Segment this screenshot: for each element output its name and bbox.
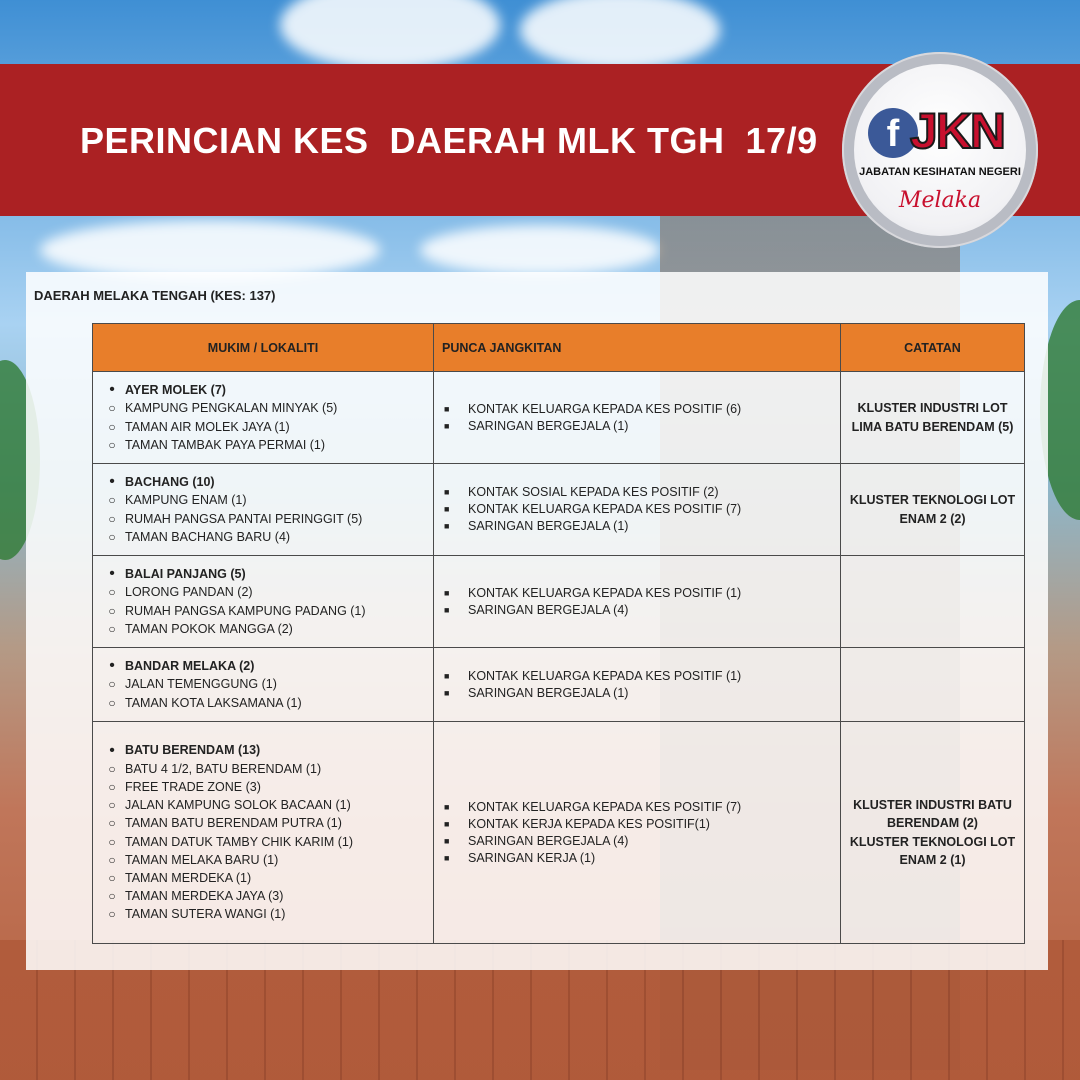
source-cell <box>434 464 841 556</box>
source-item <box>440 484 834 501</box>
column-header-punca: PUNCA JANGKITAN <box>434 324 841 372</box>
source-text: SARINGAN BERGEJALA (4) <box>468 602 629 617</box>
circle-bullet-icon: ○ <box>108 761 116 776</box>
square-bullet-icon: ■ <box>444 587 450 598</box>
mukim-name: AYER MOLEK (7) <box>125 383 226 398</box>
source-text: SARINGAN BERGEJALA (1) <box>468 418 629 433</box>
locality-name: TAMAN POKOK MANGGA (2) <box>125 621 293 636</box>
note-line: KLUSTER INDUSTRI BATU <box>853 797 1012 812</box>
square-bullet-icon: ■ <box>444 403 450 414</box>
locality-item <box>99 418 427 436</box>
note-cell <box>841 722 1025 944</box>
locality-item <box>99 436 427 454</box>
square-bullet-icon: ■ <box>444 420 450 431</box>
source-item <box>440 401 834 418</box>
locality-cell <box>93 464 434 556</box>
mukim-name: BANDAR MELAKA (2) <box>125 659 255 674</box>
locality-item <box>99 760 427 778</box>
square-bullet-icon: ■ <box>444 521 450 531</box>
source-item <box>440 816 834 833</box>
square-bullet-icon: ■ <box>444 504 450 514</box>
case-table <box>92 323 1025 944</box>
source-item <box>440 418 834 435</box>
locality-name: TAMAN KOTA LAKSAMANA (1) <box>125 695 302 710</box>
circle-bullet-icon: ○ <box>108 870 116 885</box>
facebook-icon: f <box>868 108 918 158</box>
locality-item <box>99 528 427 546</box>
locality-item <box>99 814 427 832</box>
source-text: KONTAK KELUARGA KEPADA KES POSITIF (7) <box>468 502 742 516</box>
table-row <box>93 556 1025 648</box>
locality-name: RUMAH PANGSA PANTAI PERINGGIT (5) <box>125 511 363 526</box>
note-line: KLUSTER TEKNOLOGI LOT <box>849 493 1016 507</box>
table-row <box>93 464 1025 556</box>
source-item <box>440 850 834 867</box>
locality-name: FREE TRADE ZONE (3) <box>125 779 261 794</box>
source-item <box>440 501 834 518</box>
column-header-mukim: MUKIM / LOKALITI <box>93 324 434 372</box>
locality-item <box>99 796 427 814</box>
circle-bullet-icon: ○ <box>108 816 116 831</box>
note-cell <box>841 648 1025 722</box>
source-text: KONTAK KELUARGA KEPADA KES POSITIF (1) <box>468 668 742 683</box>
bullet-icon: • <box>109 565 115 583</box>
source-cell <box>434 648 841 722</box>
square-bullet-icon: ■ <box>444 852 450 863</box>
circle-bullet-icon: ○ <box>108 798 116 813</box>
square-bullet-icon: ■ <box>444 604 450 615</box>
locality-item <box>99 491 427 509</box>
jkn-logo <box>842 52 1038 248</box>
source-item <box>440 833 834 850</box>
circle-bullet-icon: ○ <box>108 603 116 618</box>
background-cloud <box>40 220 380 280</box>
locality-item <box>99 887 427 905</box>
bullet-icon: • <box>109 657 115 675</box>
note-line: BERENDAM (2) <box>887 816 978 830</box>
locality-name: TAMAN SUTERA WANGI (1) <box>125 907 286 922</box>
source-text: SARINGAN BERGEJALA (4) <box>468 833 629 848</box>
source-text: SARINGAN BERGEJALA (1) <box>468 519 629 533</box>
note-line: ENAM 2 (1) <box>899 853 966 867</box>
source-item <box>440 602 834 619</box>
source-text: SARINGAN BERGEJALA (1) <box>468 685 629 700</box>
circle-bullet-icon: ○ <box>108 779 116 794</box>
locality-item <box>99 510 427 528</box>
source-item <box>440 668 834 685</box>
locality-cell <box>93 648 434 722</box>
locality-name: JALAN KAMPUNG SOLOK BACAAN (1) <box>125 798 351 813</box>
mukim-name: BATU BERENDAM (13) <box>125 743 261 758</box>
source-text: KONTAK KELUARGA KEPADA KES POSITIF (7) <box>468 799 742 814</box>
square-bullet-icon: ■ <box>444 487 450 497</box>
circle-bullet-icon: ○ <box>108 511 116 526</box>
locality-name: RUMAH PANGSA KAMPUNG PADANG (1) <box>125 603 366 618</box>
locality-cell <box>93 372 434 464</box>
circle-bullet-icon: ○ <box>108 852 116 867</box>
locality-name: TAMAN MERDEKA JAYA (3) <box>125 889 284 904</box>
logo-badge <box>854 64 1026 236</box>
logo-script: Melaka <box>898 188 982 213</box>
circle-bullet-icon: ○ <box>108 695 116 710</box>
locality-item <box>99 833 427 851</box>
circle-bullet-icon: ○ <box>108 907 116 922</box>
background-cloud <box>420 225 660 275</box>
table-row <box>93 722 1025 944</box>
locality-name: LORONG PANDAN (2) <box>125 585 253 600</box>
circle-bullet-icon: ○ <box>108 585 116 600</box>
circle-bullet-icon: ○ <box>108 419 116 434</box>
note-line: ENAM 2 (2) <box>899 511 966 526</box>
table-header-row <box>93 324 1025 372</box>
locality-item <box>99 905 427 923</box>
locality-item <box>99 620 427 638</box>
source-item <box>440 799 834 816</box>
source-item <box>440 685 834 702</box>
mukim-name: BACHANG (10) <box>125 475 215 490</box>
logo-mark: JKN <box>910 103 1005 159</box>
table-body <box>93 372 1025 944</box>
source-cell <box>434 722 841 944</box>
circle-bullet-icon: ○ <box>108 677 116 692</box>
locality-cell <box>93 722 434 944</box>
circle-bullet-icon: ○ <box>108 834 116 849</box>
source-text: KONTAK KELUARGA KEPADA KES POSITIF (6) <box>468 401 742 416</box>
note-line: KLUSTER INDUSTRI LOT <box>857 401 1008 415</box>
locality-item <box>99 602 427 620</box>
locality-name: KAMPUNG PENGKALAN MINYAK (5) <box>125 401 338 416</box>
note-line: LIMA BATU BERENDAM (5) <box>851 419 1014 434</box>
logo-subtitle: JABATAN KESIHATAN NEGERI <box>859 166 1021 178</box>
circle-bullet-icon: ○ <box>108 493 116 508</box>
square-bullet-icon: ■ <box>444 835 450 846</box>
source-cell <box>434 556 841 648</box>
locality-name: TAMAN BATU BERENDAM PUTRA (1) <box>125 816 342 831</box>
locality-name: TAMAN MERDEKA (1) <box>125 870 252 885</box>
source-item <box>440 585 834 602</box>
circle-bullet-icon: ○ <box>108 437 116 452</box>
source-text: SARINGAN KERJA (1) <box>468 850 596 865</box>
source-text: KONTAK SOSIAL KEPADA KES POSITIF (2) <box>468 485 719 499</box>
source-text: KONTAK KERJA KEPADA KES POSITIF(1) <box>468 816 710 831</box>
square-bullet-icon: ■ <box>444 818 450 829</box>
source-cell <box>434 372 841 464</box>
locality-item <box>99 851 427 869</box>
locality-item <box>99 583 427 601</box>
square-bullet-icon: ■ <box>444 801 450 812</box>
locality-name: BATU 4 1/2, BATU BERENDAM (1) <box>125 761 322 776</box>
circle-bullet-icon: ○ <box>108 889 116 904</box>
locality-name: TAMAN TAMBAK PAYA PERMAI (1) <box>125 437 326 452</box>
mukim-row <box>99 657 427 675</box>
locality-name: TAMAN MELAKA BARU (1) <box>125 852 279 867</box>
locality-name: TAMAN DATUK TAMBY CHIK KARIM (1) <box>125 834 354 849</box>
locality-item <box>99 399 427 417</box>
source-text: KONTAK KELUARGA KEPADA KES POSITIF (1) <box>468 585 742 600</box>
column-header-catatan: CATATAN <box>841 324 1025 372</box>
background-cloud <box>280 0 500 70</box>
background-cloud <box>520 0 720 70</box>
mukim-row <box>99 473 427 491</box>
note-cell <box>841 464 1025 556</box>
table-row <box>93 372 1025 464</box>
page-title: PERINCIAN KES DAERAH MLK TGH 17/9 <box>80 120 818 161</box>
mukim-row <box>99 381 427 399</box>
mukim-row <box>99 565 427 583</box>
locality-item <box>99 778 427 796</box>
mukim-name: BALAI PANJANG (5) <box>125 567 246 582</box>
district-title: DAERAH MELAKA TENGAH (KES: 137) <box>34 288 276 303</box>
locality-cell <box>93 556 434 648</box>
mukim-row <box>99 741 427 759</box>
locality-item <box>99 694 427 712</box>
bullet-icon: • <box>109 473 115 491</box>
locality-name: TAMAN AIR MOLEK JAYA (1) <box>125 419 290 434</box>
note-line: KLUSTER TEKNOLOGI LOT <box>849 834 1016 849</box>
circle-bullet-icon: ○ <box>108 529 116 544</box>
locality-item <box>99 675 427 693</box>
note-cell <box>841 556 1025 648</box>
bullet-icon: • <box>109 381 115 399</box>
circle-bullet-icon: ○ <box>108 621 116 636</box>
square-bullet-icon: ■ <box>444 670 450 681</box>
square-bullet-icon: ■ <box>444 687 450 698</box>
circle-bullet-icon: ○ <box>108 401 116 416</box>
locality-item <box>99 869 427 887</box>
source-item <box>440 518 834 535</box>
note-cell <box>841 372 1025 464</box>
locality-name: TAMAN BACHANG BARU (4) <box>125 529 291 544</box>
bullet-icon: • <box>109 741 115 759</box>
table-row <box>93 648 1025 722</box>
locality-name: KAMPUNG ENAM (1) <box>125 493 247 508</box>
locality-name: JALAN TEMENGGUNG (1) <box>125 677 277 692</box>
